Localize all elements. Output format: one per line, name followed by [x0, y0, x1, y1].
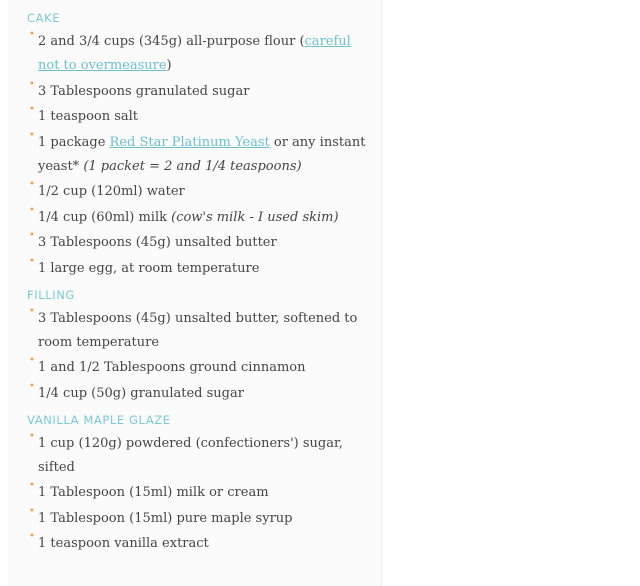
ingredient-item — [27, 532, 367, 556]
ingredients-panel — [8, 0, 382, 586]
ingredient-text: 1 teaspoon vanilla extract — [38, 536, 209, 551]
ingredient-text: 1 package — [38, 134, 110, 150]
ingredient-item — [27, 307, 367, 355]
ingredient-text: 2 and 3/4 cups (345g) all-purpose flour ( — [38, 34, 305, 49]
ingredient-item — [27, 432, 367, 480]
bullet-icon: • — [29, 505, 35, 517]
ingredient-text: 1/4 cup (60ml) milk — [38, 209, 172, 225]
bullet-icon: • — [29, 204, 35, 216]
ingredient-text: 1 Tablespoon (15ml) pure maple syrup — [38, 510, 293, 526]
ingredient-item — [27, 507, 367, 531]
ingredient-text: 3 Tablespoons (45g) unsalted butter — [38, 235, 277, 250]
ingredient-item — [27, 231, 367, 255]
ingredient-list — [27, 307, 367, 406]
ingredient-item — [27, 382, 367, 406]
ingredient-list — [27, 30, 367, 281]
bullet-icon: • — [29, 355, 35, 366]
ingredient-text: or any instant yeast* — [38, 134, 366, 174]
bullet-icon: • — [29, 531, 35, 542]
ingredient-text: 3 Tablespoons (45g) unsalted butter, softened to room temperature — [38, 310, 358, 350]
ingredient-note: (cow's milk - I used skim) — [171, 209, 339, 225]
bullet-icon: • — [29, 380, 35, 392]
ingredient-text: 1 cup (120g) powdered (confectioners') sugar, sifted — [38, 435, 343, 475]
ingredient-item — [27, 131, 367, 179]
ingredient-link[interactable]: Red Star Platinum Yeast — [109, 134, 270, 150]
ingredient-item — [27, 206, 367, 230]
ingredient-text: 1 large egg, at room temperature — [38, 260, 260, 276]
ingredient-item — [27, 80, 367, 104]
bullet-icon: • — [29, 305, 35, 317]
ingredient-item — [27, 356, 367, 380]
bullet-icon: • — [29, 29, 35, 40]
ingredient-list — [27, 432, 367, 557]
ingredient-item — [27, 481, 367, 505]
bullet-icon: • — [29, 104, 35, 115]
ingredient-text: 1 and 1/2 Tablespoons ground cinnamon — [38, 360, 306, 375]
bullet-icon: • — [29, 480, 35, 491]
section-title: FILLING — [27, 287, 75, 302]
ingredient-item — [27, 257, 367, 281]
ingredient-item — [27, 30, 367, 78]
ingredient-note: (1 packet = 2 and 1/4 teaspoons) — [83, 158, 302, 174]
ingredient-item — [27, 105, 367, 129]
ingredient-link[interactable]: careful not to overmeasure — [38, 34, 351, 73]
bullet-icon: • — [29, 230, 35, 241]
bullet-icon: • — [29, 129, 35, 141]
section-title: CAKE — [27, 11, 61, 25]
bullet-icon: • — [29, 255, 35, 267]
ingredient-item — [27, 180, 367, 204]
bullet-icon: • — [29, 430, 35, 442]
ingredient-text: ) — [166, 58, 172, 73]
ingredient-text: 1 Tablespoon (15ml) milk or cream — [38, 485, 269, 500]
ingredient-text: 1/2 cup (120ml) water — [38, 184, 185, 199]
ingredient-text: 3 Tablespoons granulated sugar — [38, 83, 250, 99]
section-title: VANILLA MAPLE GLAZE — [27, 412, 171, 427]
ingredients-list — [27, 10, 367, 558]
bullet-icon: • — [29, 78, 35, 90]
bullet-icon: • — [29, 179, 35, 190]
ingredient-text: 1/4 cup (50g) granulated sugar — [38, 385, 244, 401]
ingredient-text: 1 teaspoon salt — [38, 109, 139, 124]
